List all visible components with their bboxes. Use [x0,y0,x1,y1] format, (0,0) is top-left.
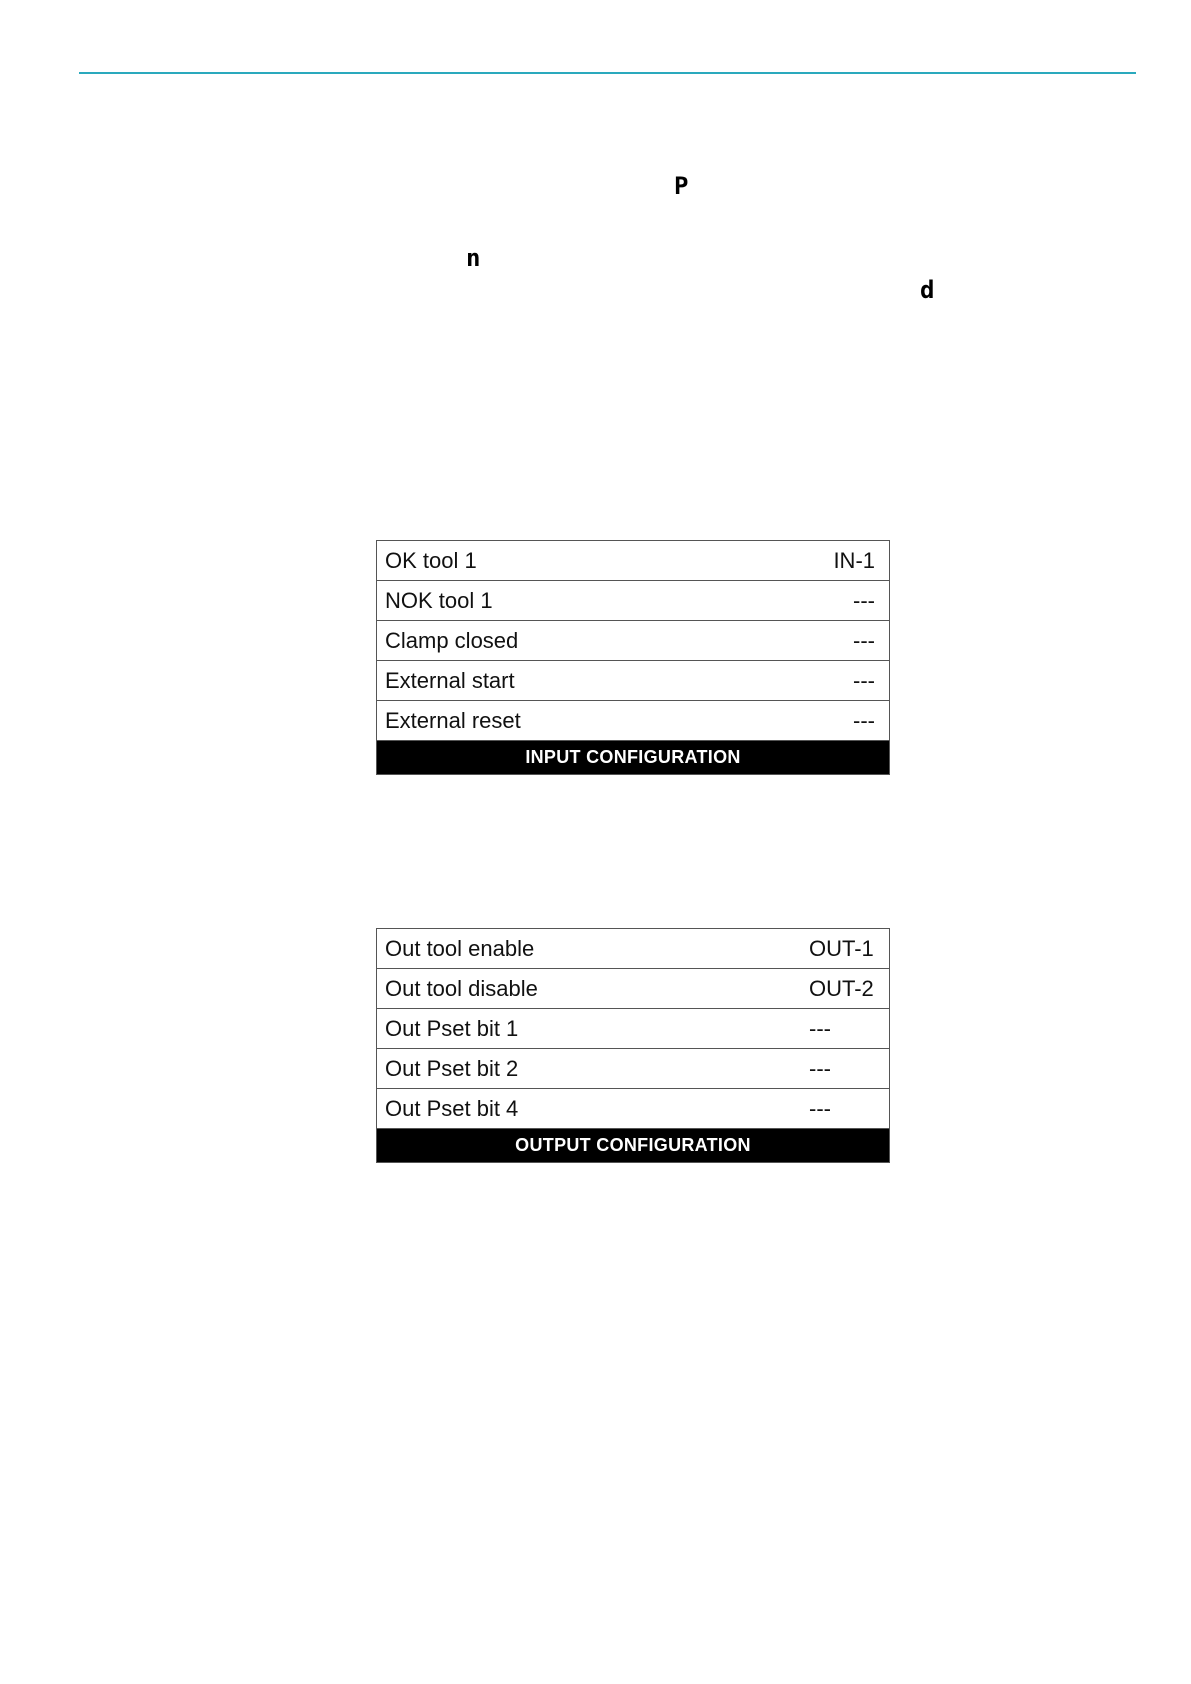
row-label: Out tool disable [385,975,538,1001]
header-rule [79,72,1136,74]
panel-title: INPUT CONFIGURATION [377,741,889,774]
row-value: OUT-1 [809,935,874,961]
row-label: Out Pset bit 2 [385,1055,519,1081]
table-row[interactable] [377,621,889,661]
display-glyph-n: n [466,244,481,272]
row-value: --- [853,667,875,693]
table-row[interactable] [377,701,889,741]
panel-title: OUTPUT CONFIGURATION [377,1129,889,1162]
row-label: Clamp closed [385,627,519,653]
row-label: Out tool enable [385,935,535,961]
row-value: OUT-2 [809,975,874,1001]
row-value: --- [809,1055,831,1081]
row-label: Out Pset bit 4 [385,1095,519,1121]
input-configuration-panel [376,540,890,775]
row-value: --- [809,1095,831,1121]
table-row[interactable] [377,541,889,581]
row-value: --- [809,1015,831,1041]
row-value: --- [853,627,875,653]
row-label: Out Pset bit 1 [385,1015,519,1041]
table-row[interactable] [377,1049,889,1089]
row-value: --- [853,587,875,613]
row-label: NOK tool 1 [385,587,493,613]
row-value: --- [853,707,875,733]
display-glyph-d: d [920,276,935,304]
output-configuration-panel [376,928,890,1163]
row-label: OK tool 1 [385,547,477,573]
table-row[interactable] [377,581,889,621]
table-row[interactable] [377,661,889,701]
display-glyph-p: P [674,172,689,200]
table-row[interactable] [377,929,889,969]
table-row[interactable] [377,969,889,1009]
table-row[interactable] [377,1089,889,1129]
row-value: IN-1 [833,547,875,573]
row-label: External reset [385,707,521,733]
table-row[interactable] [377,1009,889,1049]
row-label: External start [385,667,515,693]
